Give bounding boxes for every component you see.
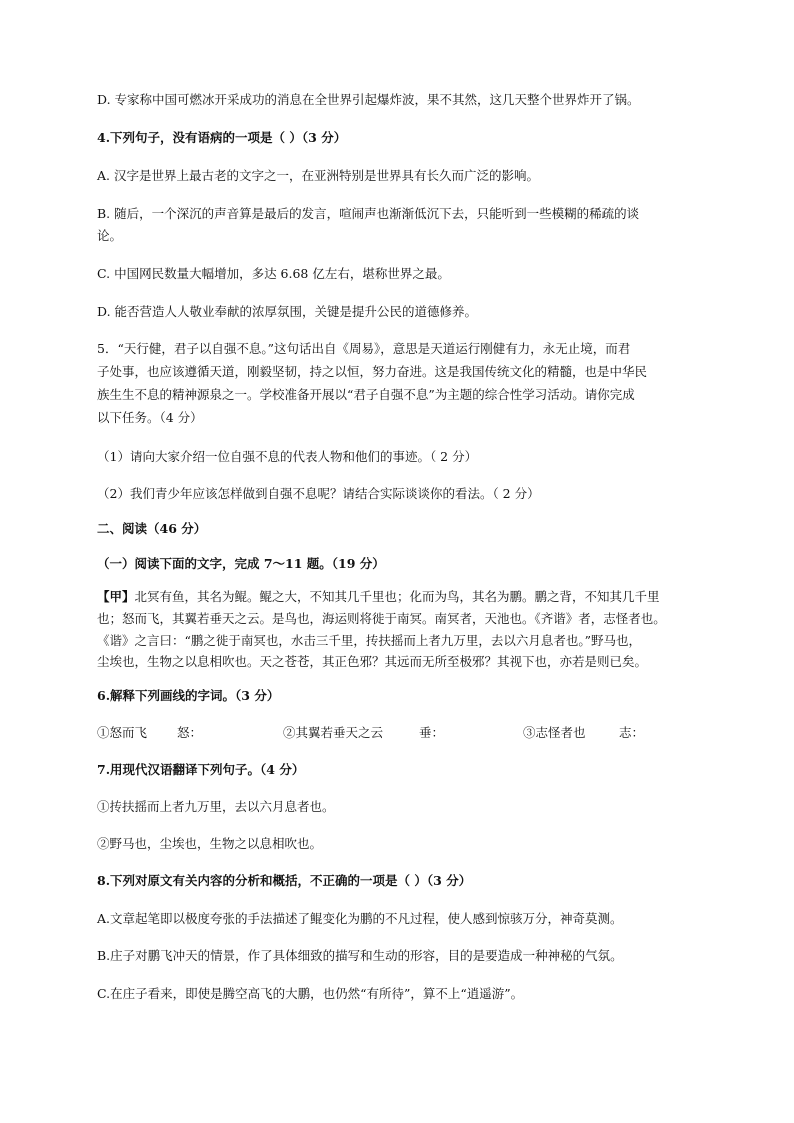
subsection-1-heading: （一）阅读下面的文字，完成 7～11 题。（19 分）: [97, 556, 385, 571]
q5-line4: 以下任务。（4 分）: [97, 410, 203, 425]
q6-item1-phrase: ①怒而飞: [97, 725, 148, 740]
q6-item1-word: 怒：: [177, 725, 203, 740]
q4-stem: 4.下列句子，没有语病的一项是（ ）（3 分）: [97, 130, 347, 145]
q7-sentence1: ①抟扶摇而上者九万里，去以六月息者也。: [97, 799, 335, 814]
q7-stem: 7.用现代汉语翻译下列句子。（4 分）: [97, 762, 305, 777]
passage-line4: 尘埃也，生物之以息相吹也。天之苍苍，其正色邪？其远而无所至极邪？其视下也，亦若是则已矣。: [97, 654, 648, 669]
q3-option-d: D. 专家称中国可燃冰开采成功的消息在全世界引起爆炸波，果不其然，这几天整个世界炸开了锅。: [97, 92, 640, 107]
passage-line3: 《谐》之言曰：“鹏之徙于南冥也，水击三千里，抟扶摇而上者九万里，去以六月息者也。”野马也，: [97, 633, 642, 648]
q5-sub2: （2）我们青少年应该怎样做到自强不息呢？请结合实际谈谈你的看法。（ 2 分）: [97, 486, 540, 501]
q6-item2-phrase: ②其翼若垂天之云: [283, 725, 384, 740]
q6-item2-word: 垂：: [419, 725, 445, 740]
q4-option-b-line2: 论。: [97, 228, 123, 243]
q5-line1: 5．“天行健，君子以自强不息。”这句话出自《周易》，意思是天道运行刚健有力，永无止境，而君: [97, 341, 631, 356]
q6-items: [97, 725, 644, 741]
q6-stem: 6.解释下列画线的字词。（3 分）: [97, 688, 280, 703]
q7-sentence2: ②野马也，尘埃也，生物之以息相吹也。: [97, 836, 323, 851]
q5-line2: 子处事，也应该遵循天道，刚毅坚韧，持之以恒，努力奋进。这是我国传统文化的精髓，也是中华民: [97, 364, 648, 379]
q5-line3: 族生生不息的精神源泉之一。学校准备开展以“君子自强不息”为主题的综合性学习活动。请你完成: [97, 387, 635, 402]
passage-label: 【甲】: [97, 589, 135, 604]
passage-text: 北冥有鱼，其名为鲲。鲲之大，不知其几千里也；化而为鸟，其名为鹏。鹏之背，不知其几千里: [134, 589, 660, 604]
q6-item3-word: 志：: [619, 725, 645, 740]
q4-option-b-line1: B. 随后，一个深沉的声音算是最后的发言，喧闹声也渐渐低沉下去，只能听到一些模糊的稀疏的谈: [97, 206, 640, 221]
q4-option-d: D. 能否营造人人敬业奉献的浓厚氛围，关键是提升公民的道德修养。: [97, 304, 478, 319]
passage-line1: [97, 589, 660, 605]
passage-line2: 也；怒而飞，其翼若垂天之云。是鸟也，海运则将徙于南冥。南冥者，天池也。《齐谐》者，志怪者也。: [97, 611, 666, 626]
q4-option-c: C. 中国网民数量大幅增加，多达 6.68 亿左右，堪称世界之最。: [97, 266, 450, 281]
q5-sub1: （1）请向大家介绍一位自强不息的代表人物和他们的事迹。（ 2 分）: [97, 449, 478, 464]
q8-stem: 8.下列对原文有关内容的分析和概括，不正确的一项是（ ）（3 分）: [97, 873, 472, 888]
section-2-heading: 二、阅读（46 分）: [97, 521, 207, 536]
q6-item3-phrase: ③志怪者也: [523, 725, 586, 740]
q8-option-c: C.在庄子看来，即使是腾空高飞的大鹏，也仍然“有所待”，算不上“逍遥游”。: [97, 986, 524, 1001]
q4-option-a: A. 汉字是世界上最古老的文字之一，在亚洲特别是世界具有长久而广泛的影响。: [97, 168, 539, 183]
q8-option-a: A.文章起笔即以极度夸张的手法描述了鲲变化为鹏的不凡过程，使人感到惊骇万分，神奇莫测。: [97, 911, 623, 926]
q8-option-b: B.庄子对鹏飞冲天的情景，作了具体细致的描写和生动的形容，目的是要造成一种神秘的气氛。: [97, 948, 623, 963]
